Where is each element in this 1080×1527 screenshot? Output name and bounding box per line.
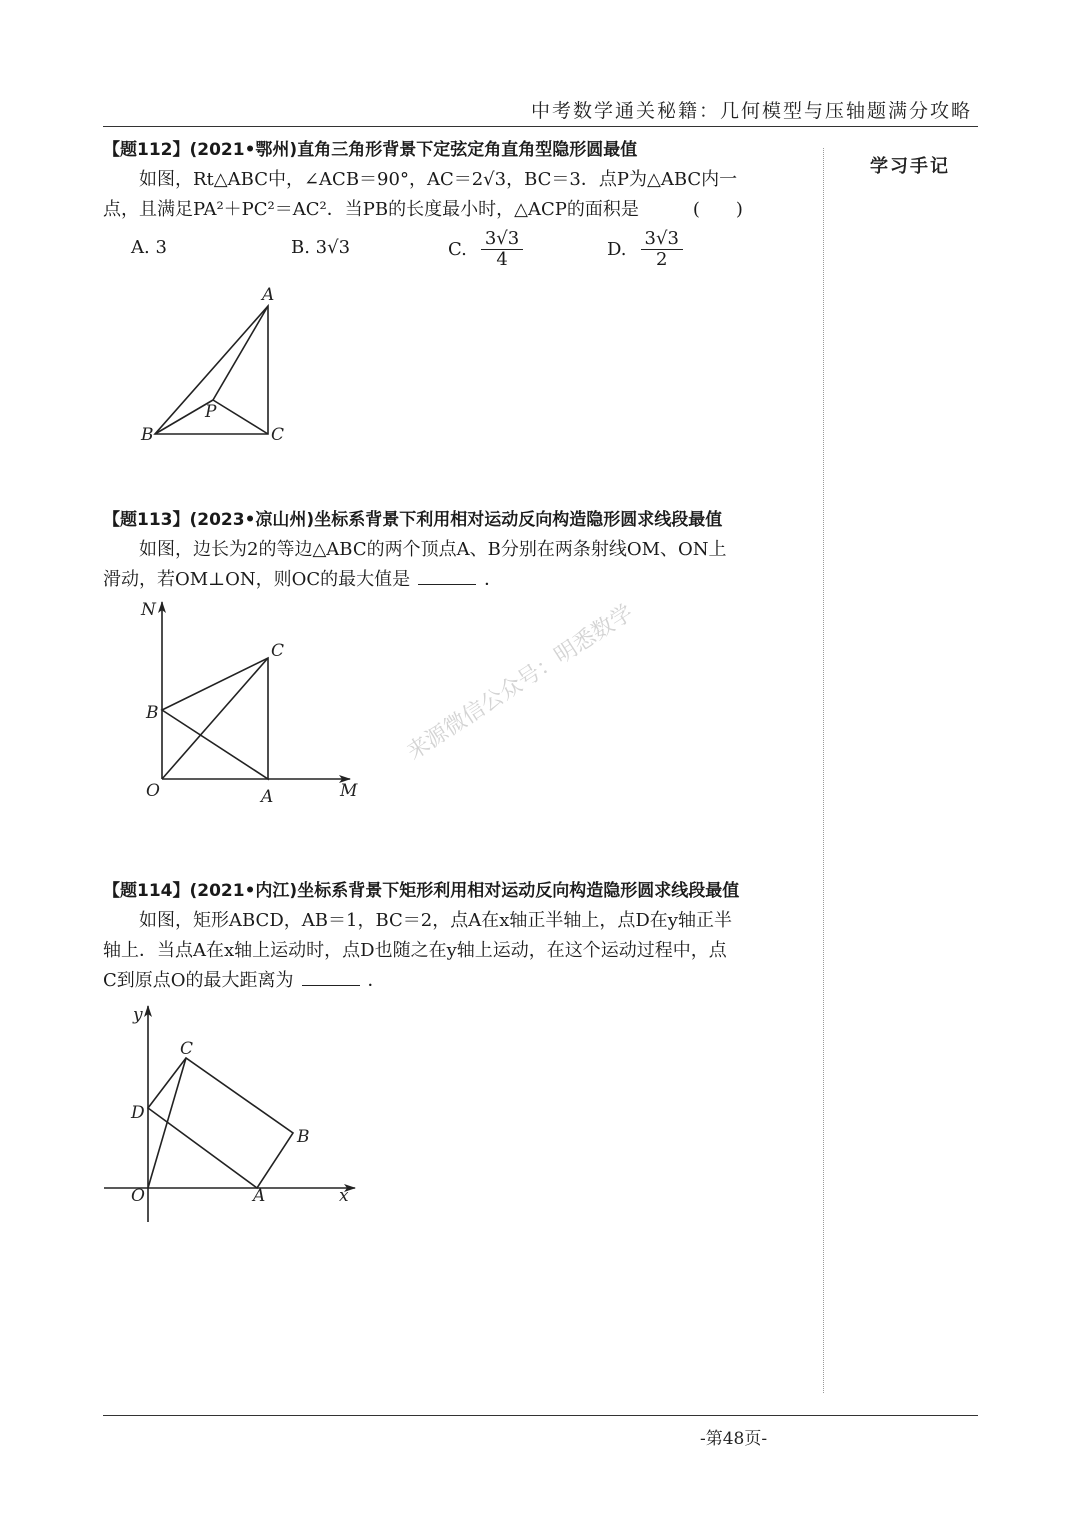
label-o: O — [146, 781, 160, 801]
problem-text: 滑动，若OM⊥ON，则OC的最大值是 — [103, 569, 411, 590]
label-c: C — [180, 1039, 194, 1059]
segment-ap — [213, 306, 268, 400]
footer-rule — [103, 1415, 978, 1416]
choice-c-prefix: C. — [448, 239, 467, 260]
label-b: B — [141, 425, 154, 445]
choice-d-prefix: D. — [607, 239, 627, 260]
choice-a: A. 3 — [131, 237, 167, 258]
label-c: C — [271, 425, 285, 445]
label-a: A — [262, 285, 275, 305]
label-d: D — [131, 1103, 145, 1123]
label-n: N — [141, 600, 156, 620]
label-b: B — [297, 1127, 310, 1147]
label-a: A — [253, 1186, 266, 1206]
label-b: B — [146, 703, 159, 723]
notes-title: 学习手记 — [870, 156, 950, 177]
watermark: 来源微信公众号：明悉数学 — [402, 600, 638, 766]
problem-text-end: ． — [484, 569, 503, 590]
problem-text: C到原点O的最大距离为 — [103, 970, 294, 991]
fraction-denominator: 2 — [655, 249, 668, 270]
problem-text-line: 如图，Rt△ABC中，∠ACB＝90°，AC＝2√3，BC＝3．点P为△ABC内一 — [139, 169, 738, 190]
rectangle-abcd — [148, 1058, 293, 1188]
problem-text-end: ． — [367, 970, 386, 991]
label-x: x — [339, 1186, 349, 1206]
label-m: M — [340, 781, 358, 801]
label-o: O — [131, 1186, 145, 1206]
fraction-numerator: 3√3 — [481, 229, 523, 250]
book-title: 中考数学通关秘籍：几何模型与压轴题满分攻略 — [530, 100, 972, 122]
problem-heading: 【题114】(2021•内江)坐标系背景下矩形利用相对运动反向构造隐形圆求线段最值 — [103, 881, 740, 901]
problem-text-line: 如图，矩形ABCD，AB＝1，BC＝2，点A在x轴正半轴上，点D在y轴正半 — [139, 910, 732, 931]
figure-113 — [162, 602, 350, 779]
problem-text-line: 点，且满足PA²＋PC²＝AC²．当PB的长度最小时，△ACP的面积是 ( ) — [103, 199, 743, 220]
label-a: A — [261, 787, 274, 807]
segment-cp — [213, 400, 268, 434]
segment-oc — [148, 1058, 186, 1188]
label-y: y — [133, 1005, 143, 1025]
fraction-denominator: 4 — [496, 249, 508, 270]
page-number: -第48页- — [700, 1429, 768, 1449]
problem-heading: 【题113】(2023•凉山州)坐标系背景下利用相对运动反向构造隐形圆求线段最值 — [103, 510, 723, 530]
label-c: C — [271, 641, 285, 661]
segment-oc — [162, 658, 268, 779]
label-p: P — [205, 402, 217, 422]
problem-heading: 【题112】(2021•鄂州)直角三角形背景下定弦定角直角型隐形圆最值 — [103, 140, 638, 160]
fraction-numerator: 3√3 — [641, 229, 683, 250]
problem-text-line: 轴上．当点A在x轴上运动时，点D也随之在y轴上运动，在这个运动过程中，点 — [103, 940, 727, 961]
choice-b: B. 3√3 — [291, 237, 351, 258]
problem-text-line: 如图，边长为2的等边△ABC的两个顶点A、B分别在两条射线OM、ON上 — [139, 539, 727, 560]
